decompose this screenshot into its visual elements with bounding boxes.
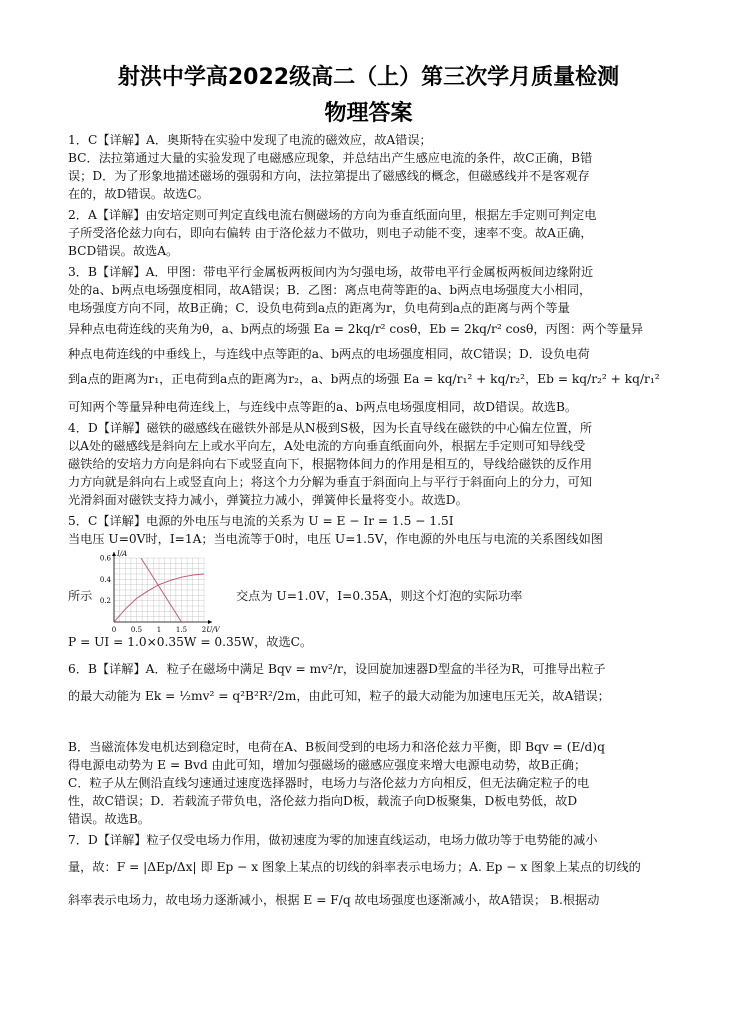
x-tick-label: 0.5: [130, 626, 143, 634]
answer-line: 种点电荷连线的中垂线上，与连线中点等距的a、b两点的电场强度相同，故C错误；D．设负电荷: [68, 347, 590, 361]
answer-line: 子所受洛伦兹力向右，即向右偏转 由于洛伦兹力不做功，则电子动能不变，速率不变。故A正确，: [68, 226, 593, 240]
answer-line: 的最大动能为 Ek = ½mv² = q²B²R²/2m，由此可知，粒子的最大动能为加速电压无关，故A错误；: [68, 689, 610, 703]
x-tick-label: 1: [156, 626, 162, 634]
iu-chart: [88, 548, 218, 638]
answer-line: 到a点的距离为r₁，正电荷到a点的距离为r₂，a、b两点的场强 Ea = kq/r₁² + kq/r₂²，Eb = kq/r₂² + kq/r₁²: [68, 372, 660, 386]
answer-line: 性，故C错误；D．若载流子带负电，洛伦兹力指向D板，载流子向D板聚集，D板电势低，故D: [68, 794, 578, 808]
answer-line: 电场强度方向不同，故B正确；C．设负电荷到a点的距离为r，负电荷到a点的距离与两个等量: [68, 301, 570, 315]
x-tick-label: 0: [111, 626, 117, 634]
answer-line: 误；D．为了形象地描述磁场的强弱和方向，法拉第提出了磁感线的概念，但磁感线并不是客观存: [68, 169, 590, 183]
page-subtitle: 物理答案: [324, 101, 413, 126]
answer-line: 磁铁给的安培力方向是斜向右下或竖直向下，根据物体间力的作用是相互的，导线给磁铁的反作用: [68, 457, 593, 471]
answer-line: 量，故：F = |ΔEp/Δx| 即 Ep − x 图象上某点的切线的斜率表示电场力；A. Ep − x 图象上某点的切线的: [68, 860, 641, 874]
answer-line: 当电压 U=0V时，I=1A；当电流等于0时，电压 U=1.5V，作电源的外电压与电流的关系图线如图: [68, 532, 603, 546]
figure-prefix-text: 所示: [68, 589, 93, 603]
answer-line: BCD错误。故选A。: [68, 244, 179, 258]
x-tick-label: 1.5: [175, 626, 188, 634]
answer-line: P = UI = 1.0×0.35W = 0.35W，故选C。: [68, 635, 313, 649]
page-title: 射洪中学高2022级高二（上）第三次学月质量检测: [117, 65, 620, 90]
x-axis-arrow: [208, 620, 212, 624]
answer-line: 4．D【详解】磁铁的磁感线在磁铁外部是从N极到S极，因为长直导线在磁铁的中心偏左位置，所: [68, 421, 593, 435]
answer-line: 可知两个等量异种电荷连线上，与连线中点等距的a、b两点电场强度相同，故D错误。故选B。: [68, 400, 578, 414]
x-tick-label: 2: [201, 626, 207, 634]
y-axis-arrow: [112, 552, 116, 556]
answer-line: 力方向就是斜向右上或竖直向上；将这个力分解为垂直于斜面向上与平行于斜面向上的分力，可知: [68, 475, 593, 489]
answer-line: 斜率表示电场力，故电场力逐渐减小，根据 E = F/q 故电场强度也逐渐减小，故A错误； B.根据动: [68, 893, 600, 907]
y-tick-label: 0.6: [99, 554, 111, 563]
x-axis-label: U/V: [206, 626, 220, 634]
answer-line: 3．B【详解】A．甲图：带电平行金属板两板间内为匀强电场，故带电平行金属板两板间边缘附近: [68, 265, 594, 279]
answer-line: B．当磁流体发电机达到稳定时，电荷在A、B板间受到的电场力和洛伦兹力平衡，即 Bqv = (E/d)q: [68, 740, 605, 754]
answer-line: 7．D【详解】粒子仅受电场力作用，做初速度为零的加速直线运动，电场力做功等于电势能的减小: [68, 833, 598, 847]
answer-line: BC．法拉第通过大量的实验发现了电磁感应现象，并总结出产生感应电流的条件，故C正确，B错: [68, 151, 593, 165]
answer-line: C．粒子从左侧沿直线匀速通过速度选择器时，电场力与洛伦兹力方向相反，但无法确定粒子的电: [68, 776, 590, 790]
answer-line: 5．C【详解】电源的外电压与电流的关系为 U = E − Ir = 1.5 − 1.5I: [68, 514, 454, 528]
answer-line: 处的a、b两点电场强度相同，故A错误；B．乙图：离点电荷等距的a、b两点电场强度大小相同，: [68, 283, 592, 297]
y-axis-label: I/A: [117, 550, 128, 558]
answer-line: 光滑斜面对磁铁支持力减小，弹簧拉力减小，弹簧伸长量将变小。故选D。: [68, 493, 468, 507]
y-tick-label: 0.2: [99, 597, 111, 606]
y-tick-label: 0.4: [99, 575, 111, 584]
figure-side-text: 交点为 U=1.0V，I=0.35A，则这个灯泡的实际功率: [236, 589, 523, 603]
answer-line: 在的，故D错误。故选C。: [68, 187, 209, 201]
answer-line: 6．B【详解】A．粒子在磁场中满足 Bqv = mv²/r，设回旋加速器D型盒的半径为R，可推导出粒子: [68, 662, 606, 676]
answer-line: 异种点电荷连线的夹角为θ，a、b两点的场强 Ea = 2kq/r² cosθ，Eb = 2kq/r² cosθ，丙图：两个等量异: [68, 322, 644, 336]
answer-line: 2．A【详解】由安培定则可判定直线电流右侧磁场的方向为垂直纸面向里，根据左手定则可判定电: [68, 208, 597, 222]
answer-line: 1．C【详解】A．奥斯特在实验中发现了电流的磁效应，故A错误；: [68, 133, 432, 147]
answer-line: 以A处的磁感线是斜向左上或水平向左，A处电流的方向垂直纸面向外，根据左手定则可知导线受: [68, 439, 586, 453]
answer-line: 错误。故选B。: [68, 812, 151, 826]
answer-line: 得电源电动势为 E = Bvd 由此可知，增加匀强磁场的磁感应强度来增大电源电动势，故B正确；: [68, 758, 587, 772]
